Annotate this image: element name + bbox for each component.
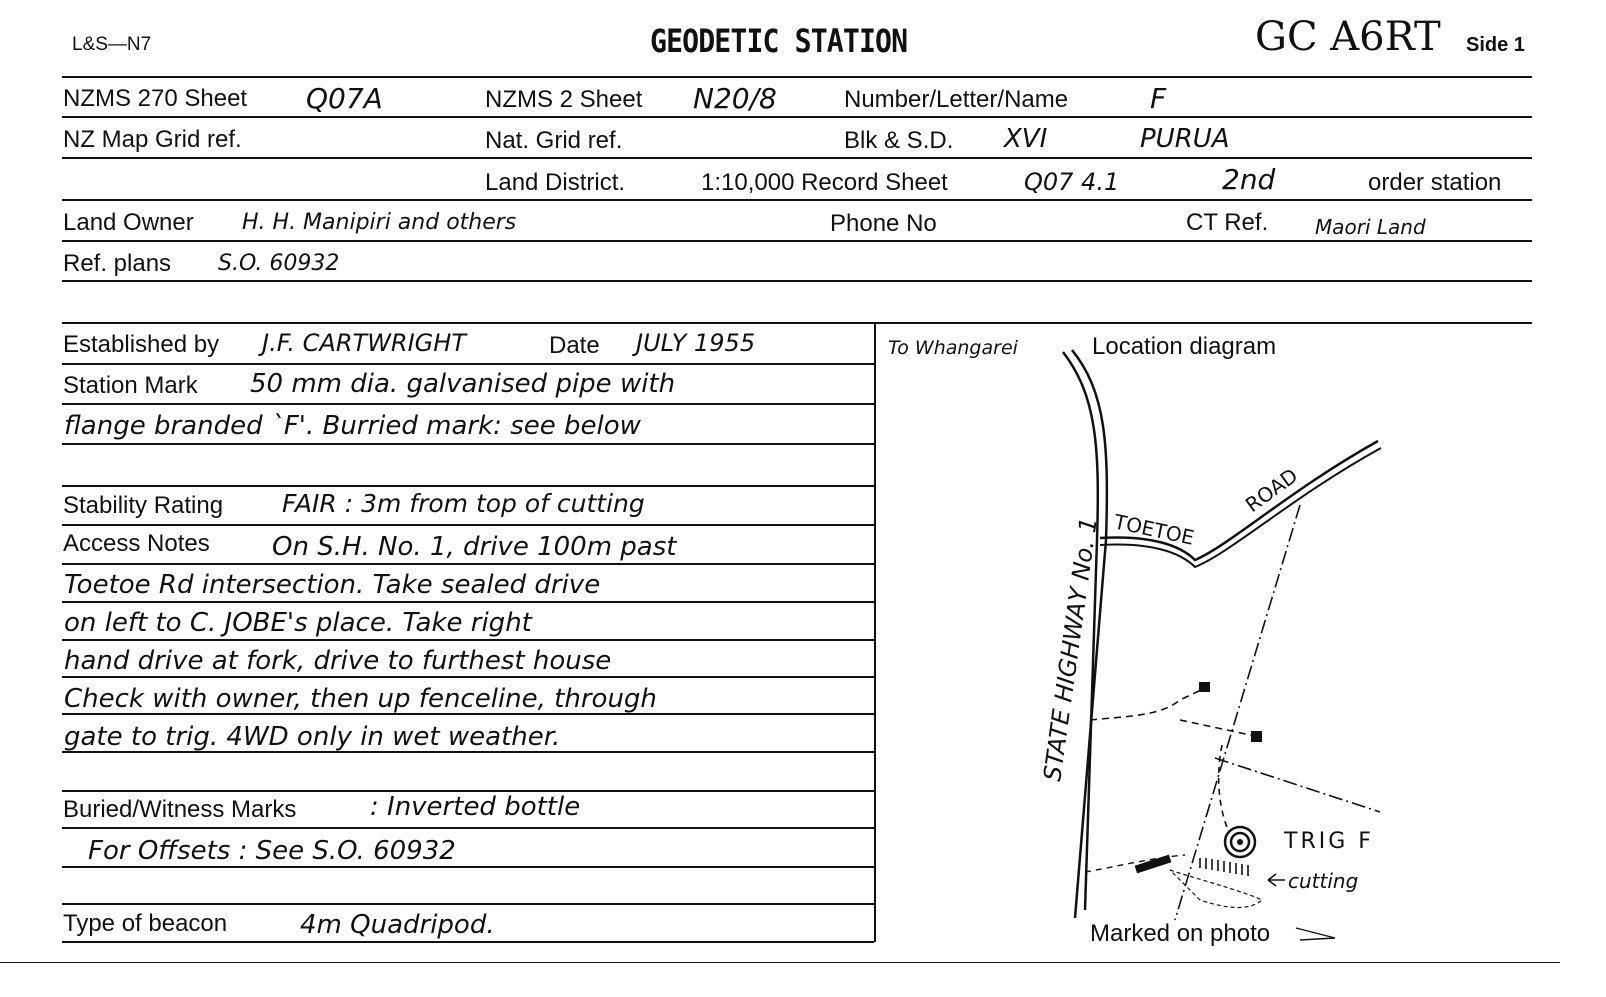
cutting-pointer	[1268, 874, 1285, 886]
land-owner-label: Land Owner	[63, 209, 194, 236]
blk-value: XVI	[1004, 124, 1048, 154]
ref-plans-label: Ref. plans	[63, 250, 172, 277]
page-title: GEODETIC STATION	[650, 22, 908, 60]
buried-value: : Inverted bottle	[370, 792, 581, 822]
nzms270-label: NZMS 270 Sheet	[63, 85, 248, 112]
ref-plans-value: S.O. 60932	[218, 251, 340, 276]
offsets-value: For Offsets : See S.O. 60932	[88, 836, 456, 866]
record-sheet-label: 1:10,000 Record Sheet	[701, 169, 948, 196]
number-value: F	[1150, 82, 1167, 115]
beacon-label: Type of beacon	[63, 910, 228, 937]
land-owner-value: H. H. Manipiri and others	[242, 210, 517, 235]
road-label: ROAD	[1240, 463, 1303, 518]
date-value: JULY 1955	[636, 329, 756, 357]
trig-f-label: TRIG F	[1284, 829, 1374, 854]
to-whangarei-label: To Whangarei	[888, 337, 1018, 359]
nzms2-value: N20/8	[693, 82, 777, 115]
ct-ref-label: CT Ref.	[1186, 209, 1269, 236]
drive-track	[1090, 688, 1205, 720]
fence-east	[1215, 758, 1380, 812]
access-line-2: Toetoe Rd intersection. Take sealed drive	[64, 570, 601, 600]
nat-grid-label: Nat. Grid ref.	[485, 127, 623, 154]
handwritten-code: GC A6RT	[1255, 14, 1441, 60]
beacon-value: 4m Quadripod.	[300, 910, 495, 940]
buried-label: Buried/Witness Marks	[63, 796, 297, 823]
toetoe-label: TOETOE	[1111, 509, 1197, 550]
stability-value: FAIR : 3m from top of cutting	[282, 489, 645, 518]
ct-ref-value: Maori Land	[1315, 215, 1426, 239]
number-label: Number/Letter/Name	[844, 86, 1069, 113]
blk-label: Blk & S.D.	[844, 127, 954, 154]
stability-label: Stability Rating	[63, 492, 224, 519]
nzms270-value: Q07A	[306, 82, 383, 115]
order-value: 2nd	[1222, 163, 1276, 196]
house-2	[1251, 731, 1262, 742]
diagram-photo-label: Marked on photo	[1090, 920, 1271, 947]
side-label: Side 1	[1466, 34, 1525, 56]
toetoe-road-edge	[1100, 448, 1381, 567]
access-line-6: gate to trig. 4WD only in wet weather.	[64, 722, 561, 752]
station-mark-line-1: 50 mm dia. galvanised pipe with	[250, 369, 676, 399]
access-line-3: on left to C. JOBE's place. Take right	[64, 608, 532, 638]
cutting-label: cutting	[1288, 869, 1359, 893]
established-value: J.F. CARTWRIGHT	[262, 329, 466, 357]
established-label: Established by	[63, 331, 220, 358]
highway-label: STATE HIGHWAY No. 1	[1038, 515, 1103, 783]
diagram-title: Location diagram	[1092, 333, 1277, 360]
order-label: order station	[1368, 169, 1502, 196]
access-line-4: hand drive at fork, drive to furthest house	[64, 646, 612, 676]
access-line-5: Check with owner, then up fenceline, through	[64, 684, 657, 714]
access-label: Access Notes	[63, 530, 210, 557]
access-line-1: On S.H. No. 1, drive 100m past	[272, 532, 677, 562]
land-district-label: Land District.	[485, 169, 626, 196]
grid-label: NZ Map Grid ref.	[63, 126, 242, 153]
station-mark-label: Station Mark	[63, 372, 198, 399]
cutting-hatch	[1200, 858, 1248, 876]
photo-pointer	[1296, 928, 1335, 940]
nzms2-label: NZMS 2 Sheet	[485, 86, 643, 113]
trig-center	[1237, 839, 1243, 845]
bottle-mark	[1135, 855, 1172, 874]
blk-name: PURUA	[1140, 124, 1230, 154]
house-1	[1199, 682, 1210, 692]
lower-track	[1085, 855, 1185, 872]
drive-track-2	[1180, 720, 1255, 736]
record-sheet-value: Q07 4.1	[1024, 168, 1120, 196]
station-mark-line-2: flange branded `F'. Burried mark: see below	[64, 411, 641, 441]
date-label: Date	[549, 332, 600, 359]
form-code: L&S—N7	[72, 34, 152, 55]
phone-label: Phone No	[830, 210, 937, 237]
